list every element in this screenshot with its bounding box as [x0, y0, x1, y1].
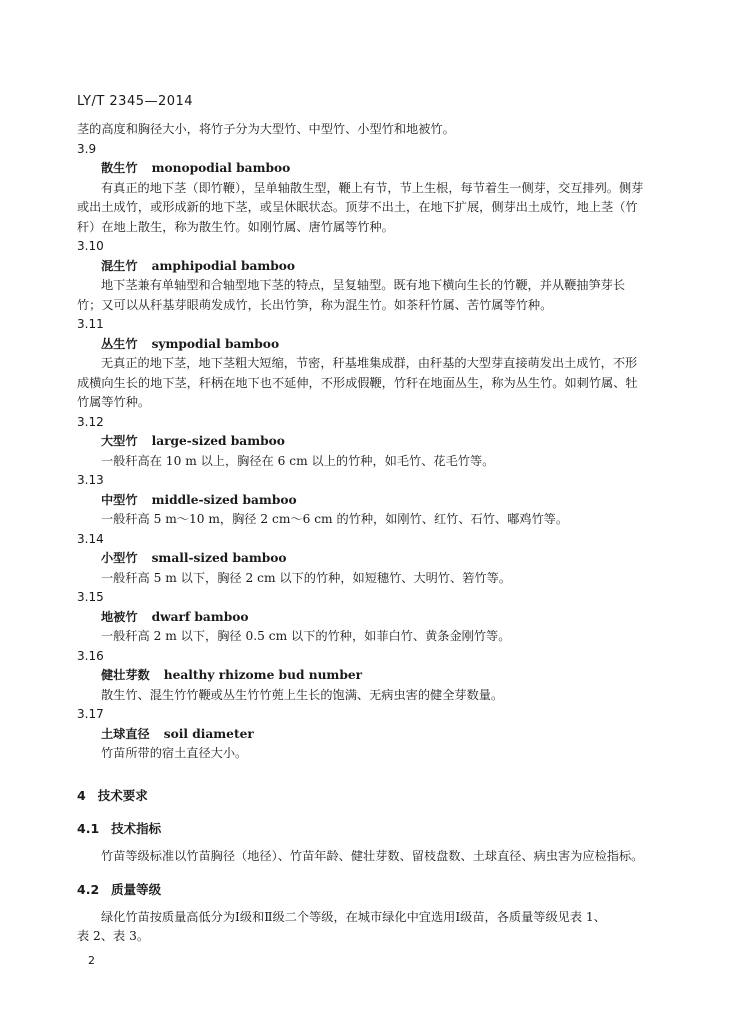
definition-3-13 [77, 471, 657, 530]
subsection-number: 4.2 [77, 882, 100, 897]
definition-line: 或出土成竹，或形成新的地下茎，或呈休眠状态。顶芽不出土，在地下扩展，侧芽出土成竹，地上茎（竹 [77, 200, 638, 214]
definition-3-16 [77, 647, 657, 706]
subsection-number: 4.1 [77, 821, 100, 836]
term-heading [77, 608, 657, 628]
definition-line: 成横向生长的地下茎，秆柄在地下也不延伸，不形成假鞭，竹秆在地面丛生，称为丛生竹。如刺竹属、牡 [77, 375, 638, 390]
definition-line: 竹属等竹种。 [77, 395, 151, 409]
term-heading [77, 257, 657, 277]
term-english: middle-sized bamboo [151, 492, 297, 507]
term-chinese: 地被竹 [101, 609, 138, 624]
term-chinese: 丛生竹 [101, 336, 138, 351]
term-heading [77, 725, 657, 745]
clause-number: 3.11 [77, 317, 104, 331]
clause-number: 3.13 [77, 473, 104, 487]
term-heading [77, 549, 657, 569]
subsection-4-1-text: 竹苗等级标准以竹苗胸径（地径）、竹苗年龄、健壮芽数、留枝盘数、土球直径、病虫害为应检指标。 [101, 848, 644, 863]
definition-line: 散生竹、混生竹竹鞭或丛生竹竹蔸上生长的饱满、无病虫害的健全芽数量。 [101, 687, 504, 702]
definition-3-9 [77, 140, 657, 238]
standard-code-header: LY/T 2345—2014 [77, 94, 194, 109]
term-chinese: 散生竹 [101, 161, 138, 175]
term-english: large-sized bamboo [151, 434, 285, 448]
term-heading [77, 159, 657, 179]
definition-line: 无真正的地下茎，地下茎粗大短缩，节密，秆基堆集成群，由秆基的大型芽直接萌发出土成竹，不形 [101, 356, 638, 370]
definition-line: 有真正的地下茎（即竹鞭），呈单轴散生型，鞭上有节，节上生根，每节着生一侧芽，交互排列。侧芽 [101, 180, 644, 195]
clause-number: 3.15 [77, 590, 104, 604]
term-english: monopodial bamboo [151, 161, 291, 175]
definition-3-10 [77, 237, 657, 315]
definition-3-14 [77, 530, 657, 589]
clause-number: 3.17 [77, 707, 104, 721]
subsection-title: 技术指标 [111, 821, 162, 836]
subsection-4-1-heading [77, 819, 657, 839]
term-chinese: 中型竹 [101, 492, 138, 507]
definition-3-17 [77, 705, 657, 764]
term-english: healthy rhizome bud number [163, 668, 363, 682]
term-chinese: 土球直径 [101, 726, 150, 741]
definition-line: 竹苗所带的宿土直径大小。 [101, 746, 248, 760]
subsection-4-2-line: 表 2、表 3。 [77, 929, 150, 943]
clause-number: 3.10 [77, 239, 104, 253]
definition-line: 一般秆高 5 m 以下，胸径 2 cm 以下的竹种，如短穗竹、大明竹、箬竹等。 [101, 570, 511, 585]
term-chinese: 大型竹 [101, 434, 138, 448]
page-number: 2 [88, 954, 95, 967]
definition-3-11 [77, 315, 657, 413]
page-content [77, 120, 657, 947]
term-english: small-sized bamboo [151, 551, 287, 565]
definition-line: 一般秆高 5 m～10 m，胸径 2 cm～6 cm 的竹种，如刚竹、红竹、石竹、嘟鸡竹等。 [101, 512, 569, 526]
clause-number: 3.9 [77, 141, 97, 156]
term-chinese: 小型竹 [101, 551, 138, 565]
intro-line: 茎的高度和胸径大小，将竹子分为大型竹、中型竹、小型竹和地被竹。 [77, 122, 455, 136]
term-english: amphipodial bamboo [151, 258, 296, 273]
term-chinese: 健壮芽数 [101, 668, 150, 682]
clause-number: 3.12 [77, 414, 104, 429]
definition-3-12 [77, 413, 657, 472]
term-heading [77, 335, 657, 355]
definition-line: 地下茎兼有单轴型和合轴型地下茎的特点，呈复轴型。既有地下横向生长的竹鞭，并从鞭抽笋芽长 [101, 278, 626, 292]
clause-number: 3.14 [77, 531, 104, 546]
term-chinese: 混生竹 [101, 258, 138, 273]
section-title: 技术要求 [97, 787, 148, 803]
section-number: 4 [77, 787, 86, 803]
term-heading [77, 491, 657, 511]
section-4-heading [77, 786, 657, 806]
term-english: sympodial bamboo [151, 336, 280, 351]
term-english: dwarf bamboo [151, 609, 249, 624]
definition-line: 秆）在地上散生，称为散生竹。如刚竹属、唐竹属等竹种。 [77, 219, 394, 234]
term-heading [77, 432, 657, 452]
clause-number: 3.16 [77, 648, 104, 663]
term-english: soil diameter [163, 726, 254, 741]
subsection-4-2-line: 绿化竹苗按质量高低分为Ⅰ级和Ⅱ级二个等级，在城市绿化中宜选用Ⅰ级苗，各质量等级见表 1、 [101, 909, 606, 924]
term-heading [77, 666, 657, 686]
subsection-title: 质量等级 [111, 882, 162, 897]
subsection-4-2-heading [77, 880, 657, 900]
definition-line: 竹；又可以从秆基芽眼萌发成竹，长出竹笋，称为混生竹。如茶秆竹属、苦竹属等竹种。 [77, 297, 553, 312]
definition-line: 一般秆高 2 m 以下，胸径 0.5 cm 以下的竹种，如菲白竹、黄条金刚竹等。 [101, 629, 511, 643]
definition-3-15 [77, 588, 657, 647]
definition-line: 一般秆高在 10 m 以上，胸径在 6 cm 以上的竹种，如毛竹、花毛竹等。 [101, 453, 495, 468]
